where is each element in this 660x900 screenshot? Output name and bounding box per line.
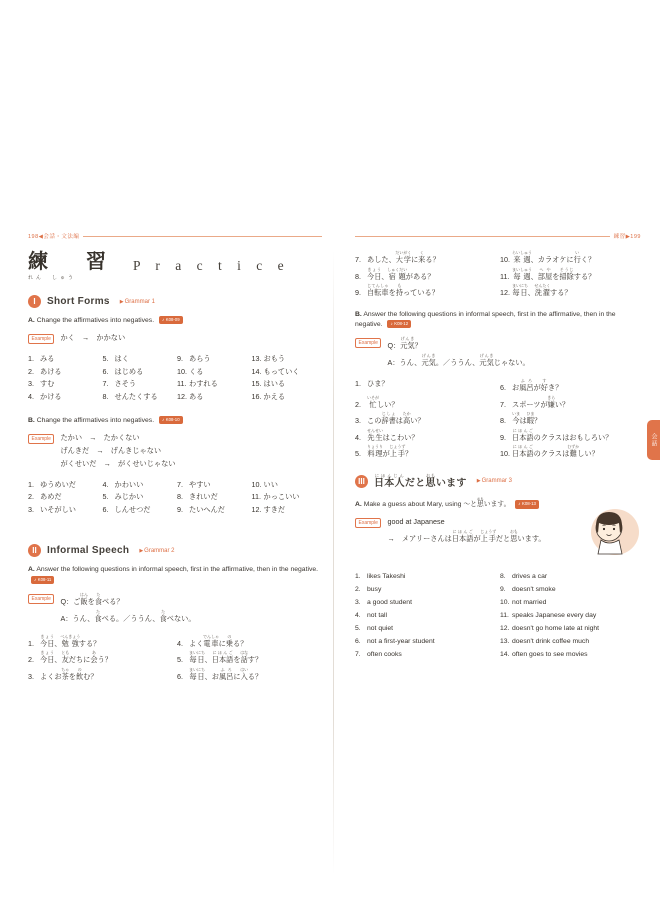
example-label: Example <box>28 434 54 444</box>
page-title <box>28 252 322 281</box>
section-3-numeral-badge: III <box>355 475 368 488</box>
list-item: 16. かえる <box>251 391 286 401</box>
exercise-2a-items-1-6 <box>28 634 322 684</box>
example-label: Example <box>28 334 54 344</box>
right-page <box>355 232 641 662</box>
exercise-1a-example <box>28 332 322 345</box>
list-item: 4. かわいい <box>102 479 144 489</box>
list-item: 2. busy <box>355 586 382 594</box>
list-item: 11. かっこいい <box>251 492 300 502</box>
example-lines <box>60 592 195 626</box>
list-item: 6. はじめる <box>102 366 144 376</box>
list-item: 15. はいる <box>251 379 286 389</box>
exercise-3a-items <box>355 571 641 661</box>
list-item: 11. speaks Japanese every day <box>500 611 597 619</box>
list-item: 2. 忙いそがしい？ <box>355 394 399 409</box>
title-kanji <box>28 252 115 281</box>
list-item: 8. drives a car <box>500 573 548 581</box>
list-item: 7. さそう <box>102 379 137 389</box>
list-item: 7. often cooks <box>355 650 402 658</box>
list-item: 5. not quiet <box>355 624 394 632</box>
list-item: 2. あける <box>28 366 62 376</box>
running-head-rule <box>355 236 610 237</box>
example-label: Example <box>28 594 54 604</box>
grammar-arrow-icon: ▶ <box>139 547 144 554</box>
audio-badge: ♪ K08-09 <box>159 316 183 324</box>
exercise-2b-items <box>355 378 641 461</box>
list-item: 3. すむ <box>28 379 55 389</box>
example-lines <box>387 336 529 370</box>
list-item: 6. 毎日まいにち、お風呂ふろに入はいる？ <box>177 666 263 681</box>
audio-badge: ♪ K08-10 <box>159 416 183 424</box>
list-item: 5. 料理りょうりが上手じょうず？ <box>355 444 413 459</box>
title-kanji-text: 練 習 <box>28 251 115 273</box>
list-item: 7. スポーツが嫌きらい？ <box>500 394 570 409</box>
list-item: 9. doesn't smoke <box>500 586 556 594</box>
example-line: A：うん、元気げんき。／ううん、元気げんきじゃない。 <box>387 353 530 368</box>
list-item: 6. しんせつだ <box>102 504 151 514</box>
exercise-2b-instruction: B. Answer the following questions in informal speech, first in the affirmative, then in the negative. ♪ K08-12 <box>355 310 616 328</box>
list-item: 14. もっていく <box>251 366 300 376</box>
exercise-2b-example <box>355 336 641 370</box>
chapter-side-tab <box>647 420 660 460</box>
section-3-grammar-ref: ▶Grammar 3 <box>476 478 512 485</box>
example-line: たかい → たかくない <box>60 432 140 442</box>
list-item: 2. 今日きょう、友ともだちに会あう？ <box>28 650 112 665</box>
speaker-icon: ♪ <box>34 576 37 582</box>
list-item: 2. あめだ <box>28 492 62 502</box>
example-and-illustration <box>355 510 641 563</box>
example-lines <box>60 432 175 471</box>
example-line: げんきだ → げんきじゃない <box>60 445 162 455</box>
list-item: 13. doesn't drink coffee much <box>500 637 590 645</box>
section-1-numeral-badge: I <box>28 295 41 308</box>
list-item: 10. 日本語にほんごのクラスは難むずかしい？ <box>500 444 599 459</box>
section-2-numeral-badge: II <box>28 544 41 557</box>
title-furigana: れん しゅう <box>28 275 77 281</box>
list-item: 8. 今日きょう、宿題しゅくだいがある？ <box>355 266 435 281</box>
grammar-arrow-icon: ▶ <box>476 478 481 485</box>
list-item: 1. ゆうめいだ <box>28 479 76 489</box>
list-item: 12. ある <box>177 391 204 401</box>
list-item: 10. くる <box>177 366 204 376</box>
example-label: Example <box>355 518 381 528</box>
right-running-head <box>355 232 641 240</box>
exercise-1b-example <box>28 432 322 471</box>
list-item: 11. 毎週まいしゅう、部屋へやを掃除そうじする？ <box>500 266 596 281</box>
list-item: 6. not a first-year student <box>355 637 435 645</box>
grammar-arrow-icon: ▶ <box>119 298 124 305</box>
side-tab-label: 会話 <box>650 433 656 447</box>
list-item: 1. ひま？ <box>355 379 389 389</box>
example-line: good at Japanese <box>387 517 445 527</box>
list-item: 1. likes Takeshi <box>355 573 406 581</box>
list-item: 3. いそがしい <box>28 504 76 514</box>
exercise-1a-instruction: A. Change the affirmatives into negatives. ♪ K08-09 <box>28 316 322 326</box>
mary-illustration <box>579 504 641 563</box>
list-item: 9. あらう <box>177 354 211 364</box>
list-item: 10. not married <box>500 599 547 607</box>
list-item: 3. a good student <box>355 599 412 607</box>
title-roman: P r a c t i c e <box>133 258 290 273</box>
list-item: 5. はく <box>102 354 129 364</box>
mary-portrait-drawing <box>579 504 641 558</box>
list-item: 12. 毎日まいにち、洗濯せんたくする？ <box>500 283 572 298</box>
list-item: 8. せんたくする <box>102 391 158 401</box>
left-page <box>28 232 322 683</box>
list-item: 4. かける <box>28 391 62 401</box>
list-item: 11. わすれる <box>177 379 218 389</box>
list-item: 1. みる <box>28 354 55 364</box>
list-item: 6. お風呂ふろが好すき？ <box>500 378 563 393</box>
speaker-icon: ♪ <box>161 416 165 422</box>
running-head-text: 練習▶199 <box>613 234 641 240</box>
list-item: 9. 日本語にほんごのクラスはおもしろい？ <box>500 427 613 442</box>
audio-badge: ♪ K08-12 <box>387 320 411 328</box>
example-line: がくせいだ → がくせいじゃない <box>60 458 176 468</box>
list-item: 4. よく電車でんしゃに乗のる？ <box>177 633 248 648</box>
list-item: 9. 自転車じてんしゃを持もっている？ <box>355 283 439 298</box>
example-label: Example <box>355 338 381 348</box>
list-item: 9. たいへんだ <box>177 504 225 514</box>
section-1-grammar-ref: ▶Grammar 1 <box>119 298 155 305</box>
page-gutter <box>333 250 334 875</box>
example-line: かく → かかない <box>60 333 126 343</box>
section-1-header <box>28 295 322 308</box>
section-3-header <box>355 473 641 489</box>
list-item: 4. not tall <box>355 611 388 619</box>
example-line: Q：元気げんき？ <box>387 336 422 351</box>
audio-badge: ♪ K08-11 <box>31 576 54 584</box>
exercise-1b-instruction: B. Change the affirmatives into negatives. ♪ K08-10 <box>28 416 322 426</box>
example-lines <box>387 516 545 546</box>
example-line: A：うん、食たべる。／ううん、食たべない。 <box>60 608 196 623</box>
exercise-3a-instruction: A. Make a guess about Mary, using 〜と思おもいます。 ♪ K08-13 <box>355 497 641 510</box>
example-lines <box>60 332 125 345</box>
speaker-icon: ♪ <box>161 317 165 322</box>
list-item: 3. よくお茶ちゃを飲のむ？ <box>28 666 98 681</box>
list-item: 5. みじかい <box>102 492 144 502</box>
running-head-rule <box>83 236 322 237</box>
list-item: 10. 来週らいしゅう、カラオケに行いく？ <box>500 250 596 264</box>
section-2-header <box>28 544 322 557</box>
section-1-title: Short Forms <box>47 296 110 307</box>
section-2-title: Informal Speech <box>47 545 130 557</box>
left-running-head <box>28 232 322 240</box>
running-head-text: 198◀会話・文法編 <box>28 234 80 240</box>
speaker-icon: ♪ <box>518 501 521 507</box>
section-3-title: 日本人にほんじんだと思おもいます <box>374 473 467 490</box>
list-item: 10. いい <box>251 479 278 489</box>
list-item: 14. often goes to see movies <box>500 650 588 658</box>
list-item: 4. 先生せんせいはこわい？ <box>355 427 419 442</box>
example-line: → メアリーさんは日本語にほんごが上手じょうずだと思おもいます。 <box>387 529 546 544</box>
list-item: 12. doesn't go home late at night <box>500 624 600 632</box>
speaker-icon: ♪ <box>390 320 393 326</box>
exercise-2a-items-7-12 <box>355 250 641 300</box>
exercise-2a-example <box>28 592 322 626</box>
list-item: 3. この辞書じしょは高たかい？ <box>355 411 425 426</box>
list-item: 8. きれいだ <box>177 492 218 502</box>
list-item: 5. 毎日まいにち、日本語にほんごを話はなす？ <box>177 650 263 665</box>
exercise-2a-instruction: A. Answer the following questions in informal speech, first in the affirmative, then in the negative. ♪ K08-11 <box>28 565 322 585</box>
exercise-1b-items <box>28 479 322 517</box>
exercise-1a-items <box>28 353 322 403</box>
example-line: Q：ご飯はんを食たべる？ <box>60 591 124 606</box>
list-item: 8. 今いまは暇ひま？ <box>500 411 542 426</box>
list-item: 1. 今日きょう、勉強べんきょうする？ <box>28 633 101 648</box>
section-2-grammar-ref: ▶Grammar 2 <box>139 547 175 554</box>
list-item: 13. おもう <box>251 354 286 364</box>
list-item: 7. やすい <box>177 479 211 489</box>
list-item: 7. あした、大学だいがくに来くる？ <box>355 250 440 264</box>
exercise-3a-example <box>355 516 577 546</box>
list-item: 12. すきだ <box>251 504 286 514</box>
audio-badge: ♪ K08-13 <box>515 500 539 508</box>
